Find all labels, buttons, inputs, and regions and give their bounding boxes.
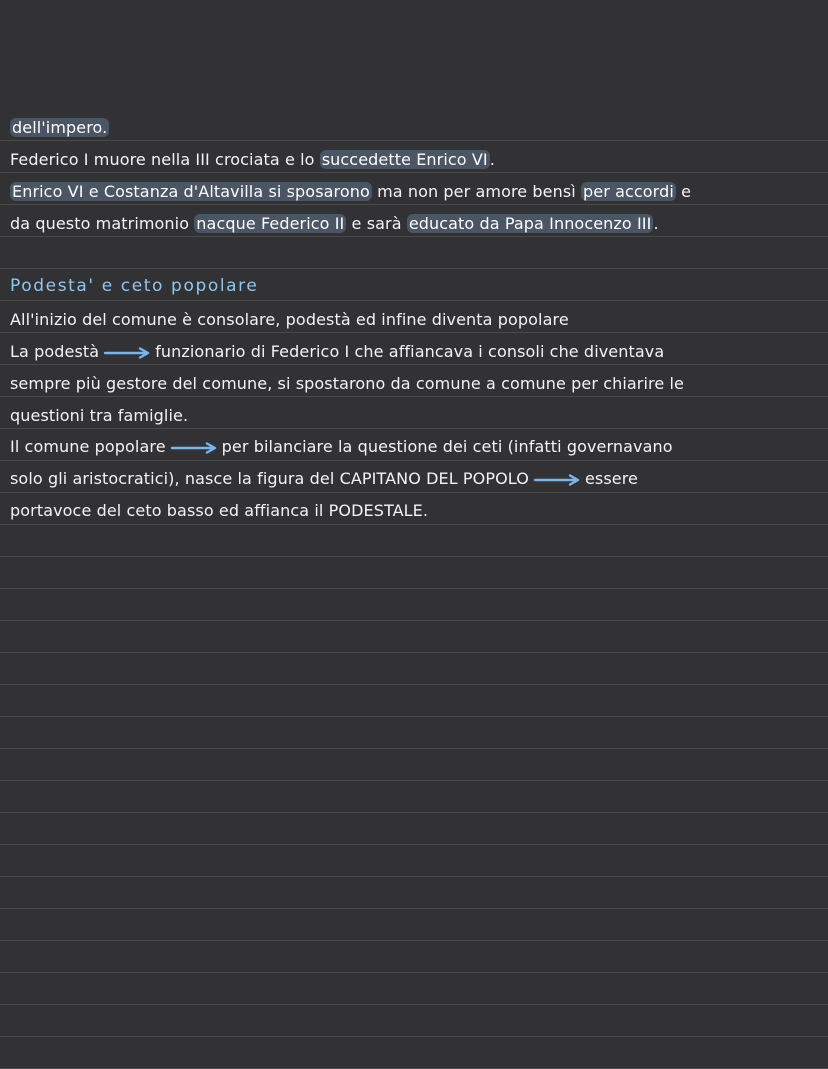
note-line-9 [10, 437, 818, 457]
text: per bilanciare la questione dei ceti (infatti governavano [221, 437, 673, 456]
note-line-8: questioni tra famiglie. [10, 406, 189, 425]
text: . [489, 150, 495, 169]
highlight: Enrico VI e Costanza d'Altavilla si sposarono [12, 182, 370, 201]
text: da questo matrimonio [10, 214, 195, 233]
highlight: per accordi [583, 182, 674, 201]
text: Federico I muore nella III crociata e lo [10, 150, 320, 169]
note-line-4 [10, 214, 818, 234]
note-line-5: All'inizio del comune è consolare, podestà ed infine diventa popolare [10, 310, 569, 329]
text: e [675, 182, 692, 201]
arrow-right-icon [533, 474, 581, 486]
page-top-margin [0, 0, 828, 109]
highlight: nacque Federico II [196, 214, 345, 233]
text: ma non per amore bensì [371, 182, 582, 201]
arrow-right-icon [170, 442, 218, 454]
section-heading: Podesta' e ceto popolare [10, 276, 259, 296]
highlight: educato da Papa Innocenzo III [408, 214, 652, 233]
note-line-6 [10, 342, 818, 362]
note-line-1 [10, 118, 818, 138]
text: . [653, 214, 659, 233]
text: funzionario di Federico I che affiancava i consoli che diventava [155, 342, 665, 361]
note-line-2 [10, 150, 818, 170]
text: La podestà [10, 342, 100, 361]
text: e sarà [346, 214, 407, 233]
highlight: dell'impero. [12, 118, 108, 137]
text: solo gli aristocratici), nasce la figura del CAPITANO DEL POPOLO [10, 469, 529, 488]
note-line-11: portavoce del ceto basso ed affianca il PODESTALE. [10, 501, 429, 520]
note-line-3 [10, 182, 818, 202]
highlight: succedette Enrico VI [321, 150, 488, 169]
note-line-7: sempre più gestore del comune, si spostarono da comune a comune per chiarire le [10, 374, 684, 393]
text: essere [584, 469, 638, 488]
text: Il comune popolare [10, 437, 166, 456]
note-line-10 [10, 469, 818, 489]
arrow-right-icon [103, 347, 151, 359]
